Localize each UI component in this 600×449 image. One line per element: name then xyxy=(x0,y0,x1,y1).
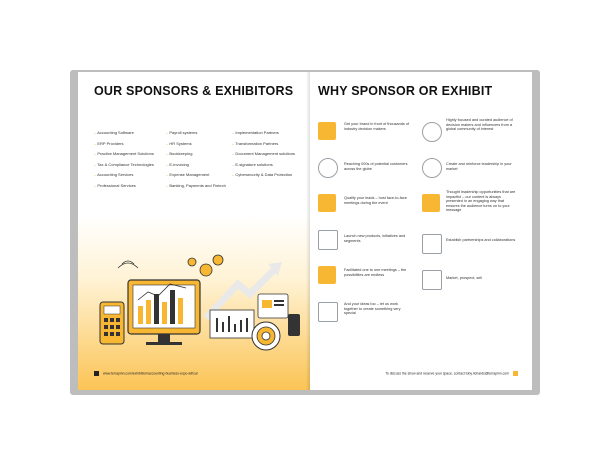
benefit-item xyxy=(318,298,524,332)
leadership-icon xyxy=(422,158,442,178)
benefit-text: Reaching 000s of potential customers across the globe xyxy=(344,162,408,171)
category-item: – Bookkeeping xyxy=(166,149,226,160)
category-column-3 xyxy=(232,128,295,181)
category-item: – Tax & Compliance Technologies xyxy=(94,160,154,171)
growth-arrows-icon xyxy=(318,122,336,140)
footer-square-icon xyxy=(513,371,518,376)
category-item: – Accounting Services xyxy=(94,170,154,181)
benefit-text: Highly focused and curated audience of decision makers and influencers from a global community of interest xyxy=(446,118,513,132)
category-column-2 xyxy=(166,128,226,191)
footer-square-icon xyxy=(94,371,99,376)
benefit-item xyxy=(422,190,524,224)
right-page-title: WHY SPONSOR OR EXHIBIT xyxy=(318,84,493,98)
left-page-title: OUR SPONSORS & EXHIBITORS xyxy=(94,84,294,98)
benefit-item xyxy=(422,154,524,188)
benefit-text: And your ideas too – let us work together to create something very special xyxy=(344,302,401,316)
benefit-text: Facilitated one to one meetings – the possibilities are endless xyxy=(344,268,407,277)
category-item: – Accounting Software xyxy=(94,128,154,139)
benefit-text: Launch new products, initiatives and segments xyxy=(344,234,406,243)
benefit-text: Establish partnerships and collaborations xyxy=(446,238,516,242)
benefit-item xyxy=(422,230,524,264)
audience-icon xyxy=(422,122,442,142)
megaphone-icon xyxy=(422,270,442,290)
category-item: – Cybersecurity & Data Protection xyxy=(232,170,295,181)
category-item: – Transformation Partners xyxy=(232,139,295,150)
handshake-icon xyxy=(318,266,336,284)
footer-url[interactable]: www.terrapinn.com/exhibition/accounting-business-expo-africa/ xyxy=(103,371,198,376)
right-footer xyxy=(385,371,518,376)
left-footer xyxy=(94,371,198,376)
category-item: – Payroll systems xyxy=(166,128,226,139)
benefit-item xyxy=(422,266,524,300)
thought-leadership-icon xyxy=(422,194,440,212)
finance-illustration xyxy=(88,240,302,358)
benefit-text: Get your brand in front of thousands of industry decision makers xyxy=(344,122,410,131)
coin-illustration xyxy=(200,264,212,276)
presentation-icon xyxy=(318,194,336,212)
lightbulb-icon xyxy=(318,302,338,322)
category-item: – Implementation Partners xyxy=(232,128,295,139)
benefit-text: Qualify your leads – host face-to-face meetings during the event xyxy=(344,196,407,205)
category-item: – HR Systems xyxy=(166,139,226,150)
benefit-text: Market, prospect, sell xyxy=(446,276,483,280)
category-item: – Document Management solutions xyxy=(232,149,295,160)
right-page xyxy=(310,72,532,390)
category-column-1 xyxy=(94,128,154,191)
category-item: – E-invoicing xyxy=(166,160,226,171)
left-page xyxy=(78,72,310,390)
category-item: – Banking, Payments and Fintech xyxy=(166,181,226,192)
boxes-icon xyxy=(318,230,338,250)
category-item: – E-signature solutions xyxy=(232,160,295,171)
benefit-item xyxy=(422,118,524,152)
target-icon xyxy=(318,158,338,178)
category-item: – Expense Management xyxy=(166,170,226,181)
category-item: – Professional Services xyxy=(94,181,154,192)
category-item: – Practice Management Solutions xyxy=(94,149,154,160)
partnership-icon xyxy=(422,234,442,254)
contact-text: To discuss the show and reserve your space, contact toby.richards@terrapinn.com xyxy=(385,371,509,376)
benefit-text: Create and reinforce leadership in your market xyxy=(446,162,512,171)
benefit-text: Thought leadership opportunities that are impactful – our content is always presented in an engaging way that ensures the audience turns on to your message xyxy=(446,190,516,213)
category-item: – ERP Providers xyxy=(94,139,154,150)
